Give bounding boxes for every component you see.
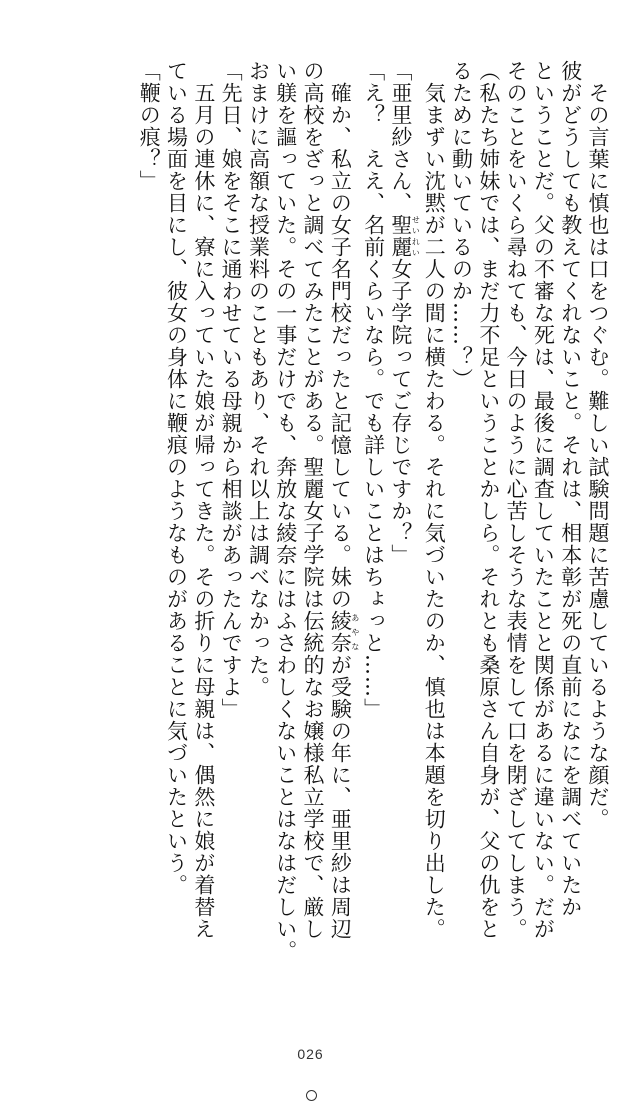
text-line: （私たち姉妹では、まだ力不足ということかしら。それとも桑原さん自身が、父の仇をと [476, 60, 501, 940]
novel-body-text [135, 60, 611, 962]
ruby-reading: せいれい [411, 214, 421, 258]
text-line-with-ruby [326, 60, 360, 940]
text-segment: 確か、私立の女子名門校だったと記憶している。妹の [328, 60, 353, 610]
text-line: 彼がどうしても教えてくれないこと。それは、相本彰が死の直前になにを調べていたか [558, 60, 583, 918]
text-line-with-ruby [387, 60, 420, 910]
text-segment: 女子学院ってご存じですか？」 [388, 258, 413, 566]
ruby-base: 聖麗 [388, 214, 413, 258]
page-mark-icon [306, 1090, 317, 1101]
text-line: 「え？ ええ、名前くらいなら。でも詳しいことはちょっと……」 [361, 60, 386, 720]
text-line: おまけに高額な授業料のこともあり、それ以上は調べなかった。 [246, 60, 271, 698]
text-line: るために動いているのか……？） [449, 60, 474, 390]
text-line: 「先日、娘をそこに通わせている母親から相談があったんですよ」 [219, 60, 244, 720]
text-line: ということだ。父の不審な死は、最後に調査していたことと関係があるに違いない。だが [531, 60, 556, 940]
text-segment: が受験の年に、亜里紗は周辺 [328, 654, 353, 940]
ruby-reading: あやな [350, 610, 360, 654]
text-line: その言葉に慎也は口をつぐむ。難しい試験問題に苦慮しているような顔だ。 [586, 60, 610, 830]
text-line: 気まずい沈黙が二人の間に横たわる。それに気づいたのか、慎也は本題を切り出した。 [422, 60, 447, 940]
ruby-annotation [388, 214, 421, 258]
text-segment: 「亜里紗さん、 [388, 60, 413, 214]
ruby-annotation [328, 610, 360, 654]
text-line: の高校をざっと調べてみたことがある。聖麗女子学院は伝統的なお嬢様私立学校で、厳し [301, 60, 326, 940]
text-line: い躾を謳っていた。その一事だけでも、奔放な綾奈にはふさわしくないことはなはだしい。 [273, 60, 298, 962]
text-line: そのことをいくら尋ねても、今日のように心苦しそうな表情をして口を閉ざしてしまう。 [504, 60, 529, 940]
text-line: ている場面を目にし、彼女の身体に鞭痕のようなものがあることに気づいたという。 [164, 60, 189, 896]
text-line: 「鞭の痕？」 [137, 60, 162, 192]
ruby-base: 綾奈 [328, 610, 353, 654]
text-line: 五月の連休に、寮に入っていた娘が帰ってきた。その折りに母親は、偶然に娘が着替え [191, 60, 216, 940]
page-number: 026 [297, 1046, 324, 1062]
